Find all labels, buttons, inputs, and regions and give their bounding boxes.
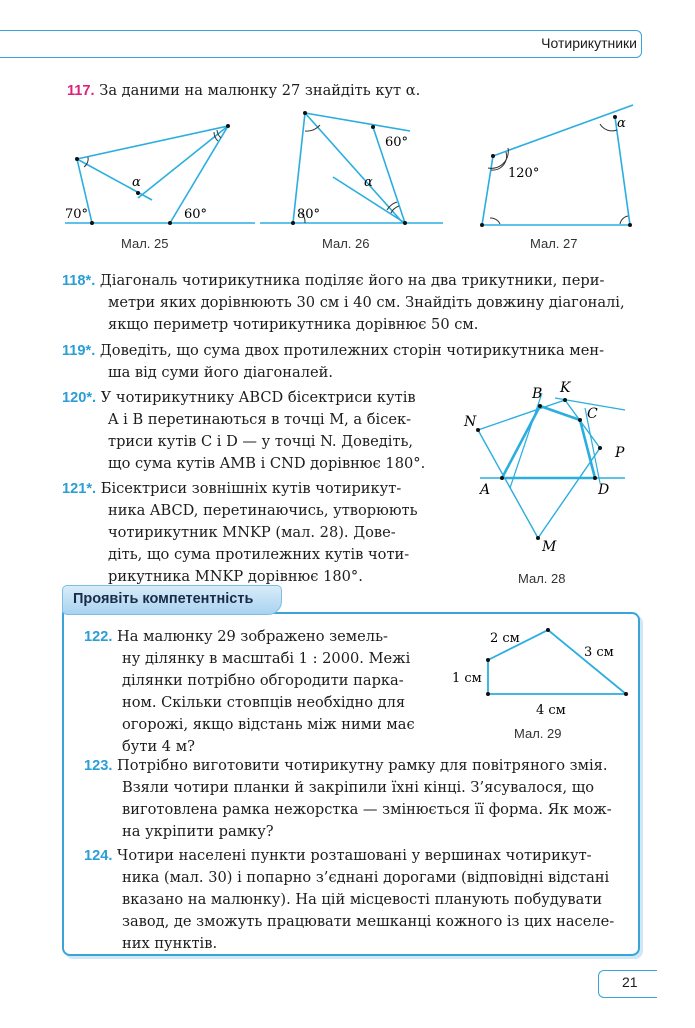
task-line: бути 4 м? [122,738,195,755]
competence-header [62,585,282,615]
point-label: N [464,414,477,430]
task-line: Діагональ чотирикутника поділяє його на два трикутники, пери- [99,272,605,289]
figure-caption: Мал. 26 [322,236,370,251]
task-line: огорожі, якщо відстань між ними має [122,716,415,733]
task-line: завод, де зможуть працювати мешканці кожного із цих населе- [122,913,615,930]
task-line: метри яких дорівнюють 30 см і 40 см. Знайдіть довжину діагоналі, [108,294,625,311]
task-number: 118*. [62,273,96,289]
task-number: 123. [84,758,113,774]
side-label: 2 см [490,631,520,646]
task-line: чотирикутник MNKP (мал. 28). Дове- [108,524,396,541]
task-line: ділянки потрібно обгородити парка- [122,672,404,689]
task-line: вказано на малюнку). На цій місцевості планують побудувати [122,891,603,908]
task-line: ном. Скільки стовпців необхідно для [122,694,406,711]
side-label: 3 см [584,645,614,660]
task-number: 120*. [62,390,97,406]
figure-29 [450,622,635,722]
task-line: якщо периметр чотирикутника дорівнює 50 см. [108,316,479,333]
task-number: 122. [84,629,113,645]
task-line: Доведіть, що сума двох протилежних сторін чотирикутника мен- [99,342,605,359]
point-label: B [532,386,543,402]
figure-27 [470,100,645,230]
task-118 [62,270,642,336]
point-label: K [560,380,571,396]
task-line: триси кутів C і D — у точці N. Доведіть, [108,433,414,450]
task-line: У чотирикутнику ABCD бісектриси кутів [100,389,416,406]
side-label: 1 см [452,671,482,686]
figure-26 [255,105,445,230]
task-line: ша від суми його діагоналей. [108,364,333,381]
point-label: C [587,406,598,422]
figure-caption: Мал. 25 [121,236,169,251]
angle-label: 80° [297,207,321,222]
task-122 [84,626,454,758]
task-121 [62,478,452,588]
task-line: що сума кутів AMB і CND дорівнює 180°. [108,455,426,472]
competence-title: Проявіть компетентність [73,591,254,607]
point-label: A [480,482,491,498]
figure-caption: Мал. 28 [518,571,566,586]
task-line: Чотири населені пункти розташовані у вершинах чотирикут- [117,847,592,864]
task-line: рикутника MNKP дорівнює 180°. [108,568,363,585]
task-text: За даними на малюнку 27 знайдіть кут α. [99,82,421,99]
angle-label: 70° [65,207,89,222]
alpha-label: α [364,175,373,190]
figure-caption: Мал. 27 [530,236,578,251]
task-line: На малюнку 29 зображено земель- [117,628,388,645]
task-line: них пунктів. [122,935,218,952]
angle-label: 60° [184,207,208,222]
task-line: виготовлена рамка нежорстка — змінюється її форма. Як мож- [122,801,612,818]
task-line: ника (мал. 30) і попарно з’єднані дорогами (відповідні відстані [122,869,610,886]
angle-label: 120° [508,166,540,181]
point-label: D [598,482,610,498]
task-line: на укріпити рамку? [122,823,274,840]
task-120 [62,387,452,475]
task-number: 124. [84,848,113,864]
side-label: 4 см [536,703,566,718]
alpha-label: α [132,175,141,190]
alpha-label: α [617,116,626,131]
task-123 [84,755,632,843]
task-line: ника ABCD, перетинаючись, утворюють [108,502,418,519]
figure-25 [60,110,260,230]
point-label: P [615,445,625,461]
task-number: 121*. [62,481,97,497]
task-line: Потрібно виготовити чотирикутну рамку для повітряного змія. [117,757,608,774]
chapter-title: Чотирикутники [541,35,637,51]
task-line: A і B перетинаються в точці M, а бісек- [108,411,412,428]
task-number: 119*. [62,343,96,359]
task-number: 117. [67,83,95,99]
figure-28 [460,378,635,560]
task-line: діть, що сума протилежних кутів чоти- [108,546,410,563]
figure-caption: Мал. 29 [514,726,562,741]
point-label: M [542,539,557,555]
task-line: Взяли чотири планки й закріпили їхні кінці. З’ясувалося, що [122,779,595,796]
task-124 [84,845,632,955]
angle-label: 60° [385,135,409,150]
task-117 [67,80,420,102]
task-line: ну ділянку в масштабі 1 : 2000. Межі [122,650,411,667]
task-line: Бісектриси зовнішніх кутів чотирикут- [100,480,402,497]
page-number: 21 [622,974,638,990]
